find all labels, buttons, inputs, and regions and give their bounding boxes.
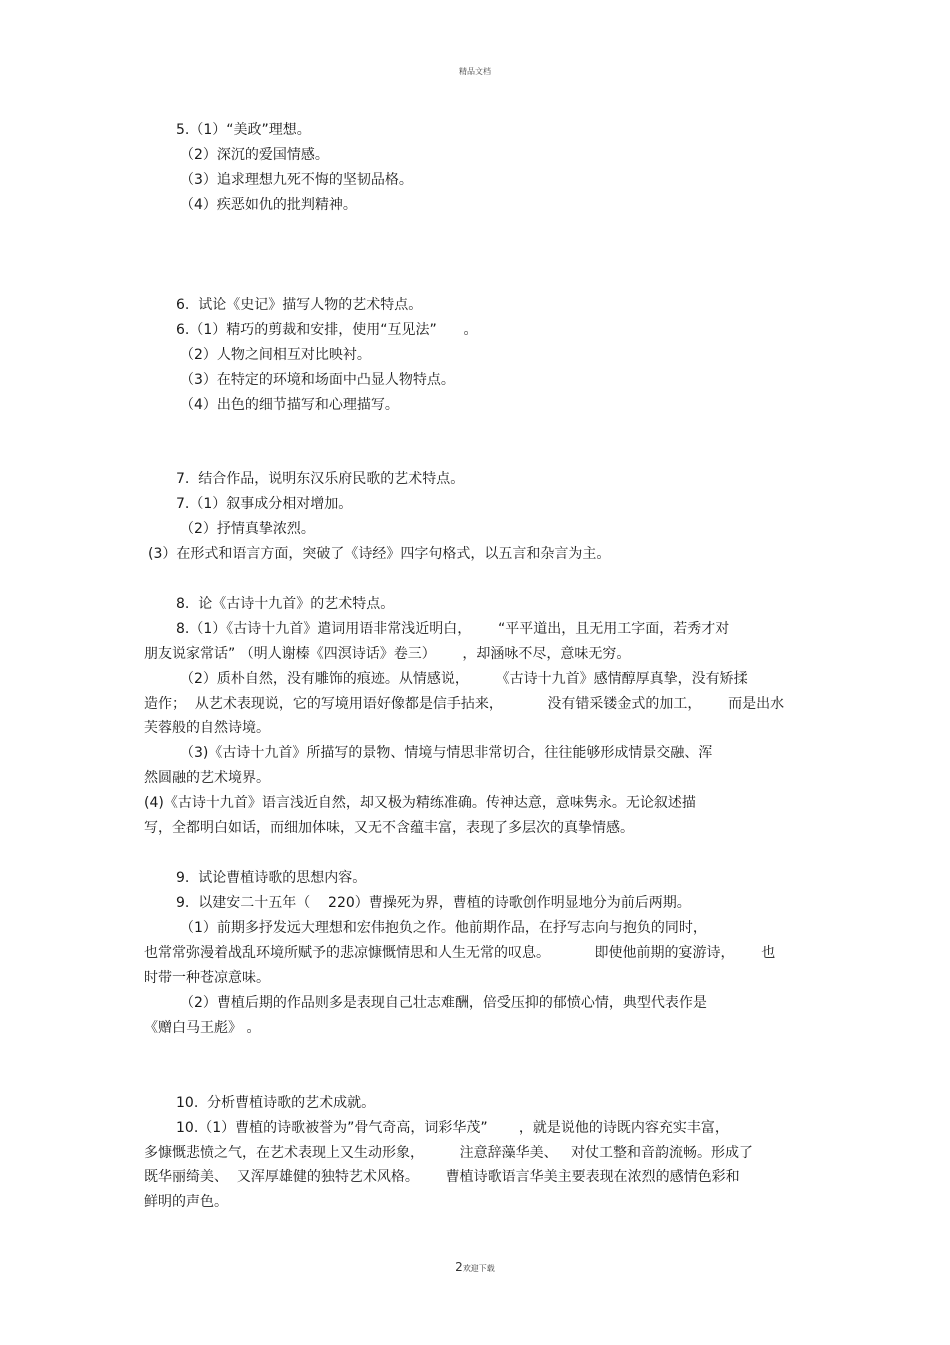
- question-7: 7. 结合作品，说明东汉乐府民歌的艺术特点。: [176, 471, 465, 487]
- answer-8-line-2: 朋友说家常话” （明人谢榛《四溟诗话》卷三） ，却涵咏不尽，意味无穷。: [144, 646, 631, 662]
- answer-6-line-4: （4）出色的细节描写和心理描写。: [180, 397, 399, 413]
- answer-8-line-3: （2）质朴自然，没有雕饰的痕迹。从情感说， 《古诗十九首》感情醇厚真挚，没有矫揉: [180, 671, 748, 687]
- answer-8-line-8: (4)《古诗十九首》语言浅近自然，却又极为精练准确。传神达意，意味隽永。无论叙述描: [144, 795, 696, 811]
- question-8: 8. 论《古诗十九首》的艺术特点。: [176, 596, 395, 612]
- answer-9-line-6: 《赠白马王彪》 。: [144, 1020, 261, 1036]
- answer-10-line-4: 鲜明的声色。: [144, 1194, 228, 1210]
- footer-text: 欢迎下载: [462, 1264, 495, 1273]
- answer-9-line-3: 也常常弥漫着战乱环境所赋予的悲凉慷慨情思和人生无常的叹息。 即使他前期的宴游诗， 也: [144, 945, 776, 961]
- answer-6-line-3: （3）在特定的环境和场面中凸显人物特点。: [180, 372, 455, 388]
- answer-10-line-3: 既华丽绮美、 又浑厚雄健的独特艺术风格。 曹植诗歌语言华美主要表现在浓烈的感情色彩和: [144, 1169, 740, 1185]
- answer-5-line-1: 5.（1）“美政”理想。: [176, 122, 311, 138]
- answer-7-line-3: (3）在形式和语言方面，突破了《诗经》四字句格式，以五言和杂言为主。: [148, 546, 611, 562]
- answer-8-line-4: 造作； 从艺术表现说，它的写境用语好像都是信手拈来， 没有错采镂金式的加工， 而是出水: [144, 696, 785, 712]
- question-6: 6. 试论《史记》描写人物的艺术特点。: [176, 297, 423, 313]
- answer-7-line-1: 7.（1）叙事成分相对增加。: [176, 496, 353, 512]
- answer-6-line-1: 6.（1）精巧的剪裁和安排，使用“互见法” 。: [176, 322, 478, 338]
- page-number: 2: [455, 1260, 463, 1274]
- answer-8-line-7: 然圆融的艺术境界。: [144, 770, 270, 786]
- answer-10-line-1: 10.（1）曹植的诗歌被誉为”骨气奇高，词彩华茂” ，就是说他的诗既内容充实丰富，: [176, 1120, 729, 1136]
- answer-9-line-1: 9. 以建安二十五年（ 220）曹操死为界，曹植的诗歌创作明显地分为前后两期。: [176, 895, 691, 911]
- answer-9-line-2: （1）前期多抒发远大理想和宏伟抱负之作。他前期作品，在抒写志向与抱负的同时，: [180, 920, 707, 936]
- answer-10-line-2: 多慷慨悲愤之气，在艺术表现上又生动形象， 注意辞藻华美、 对仗工整和音韵流畅。形成了: [144, 1145, 753, 1161]
- answer-5-line-2: （2）深沉的爱国情感。: [180, 147, 329, 163]
- question-10: 10. 分析曹植诗歌的艺术成就。: [176, 1095, 376, 1111]
- page-footer: [0, 1260, 950, 1274]
- answer-8-line-9: 写，全都明白如话，而细加体味，又无不含蕴丰富，表现了多层次的真挚情感。: [144, 820, 634, 836]
- answer-9-line-5: （2）曹植后期的作品则多是表现自己壮志难酬，倍受压抑的郁愤心情，典型代表作是: [180, 995, 707, 1011]
- answer-5-line-4: （4）疾恶如仇的批判精神。: [180, 197, 357, 213]
- page-header: 精品文档: [459, 67, 491, 76]
- answer-8-line-5: 芙蓉般的自然诗境。: [144, 720, 270, 736]
- answer-7-line-2: （2）抒情真挚浓烈。: [180, 521, 315, 537]
- answer-5-line-3: （3）追求理想九死不悔的坚韧品格。: [180, 172, 413, 188]
- answer-9-line-4: 时带一种苍凉意味。: [144, 970, 270, 986]
- answer-8-line-6: （3)《古诗十九首》所描写的景物、情境与情思非常切合，往往能够形成情景交融、浑: [180, 745, 713, 761]
- answer-8-line-1: 8.（1）《古诗十九首》遣词用语非常浅近明白， “平平道出，且无用工字面，若秀才对: [176, 621, 730, 637]
- answer-6-line-2: （2）人物之间相互对比映衬。: [180, 347, 371, 363]
- question-9: 9. 试论曹植诗歌的思想内容。: [176, 870, 367, 886]
